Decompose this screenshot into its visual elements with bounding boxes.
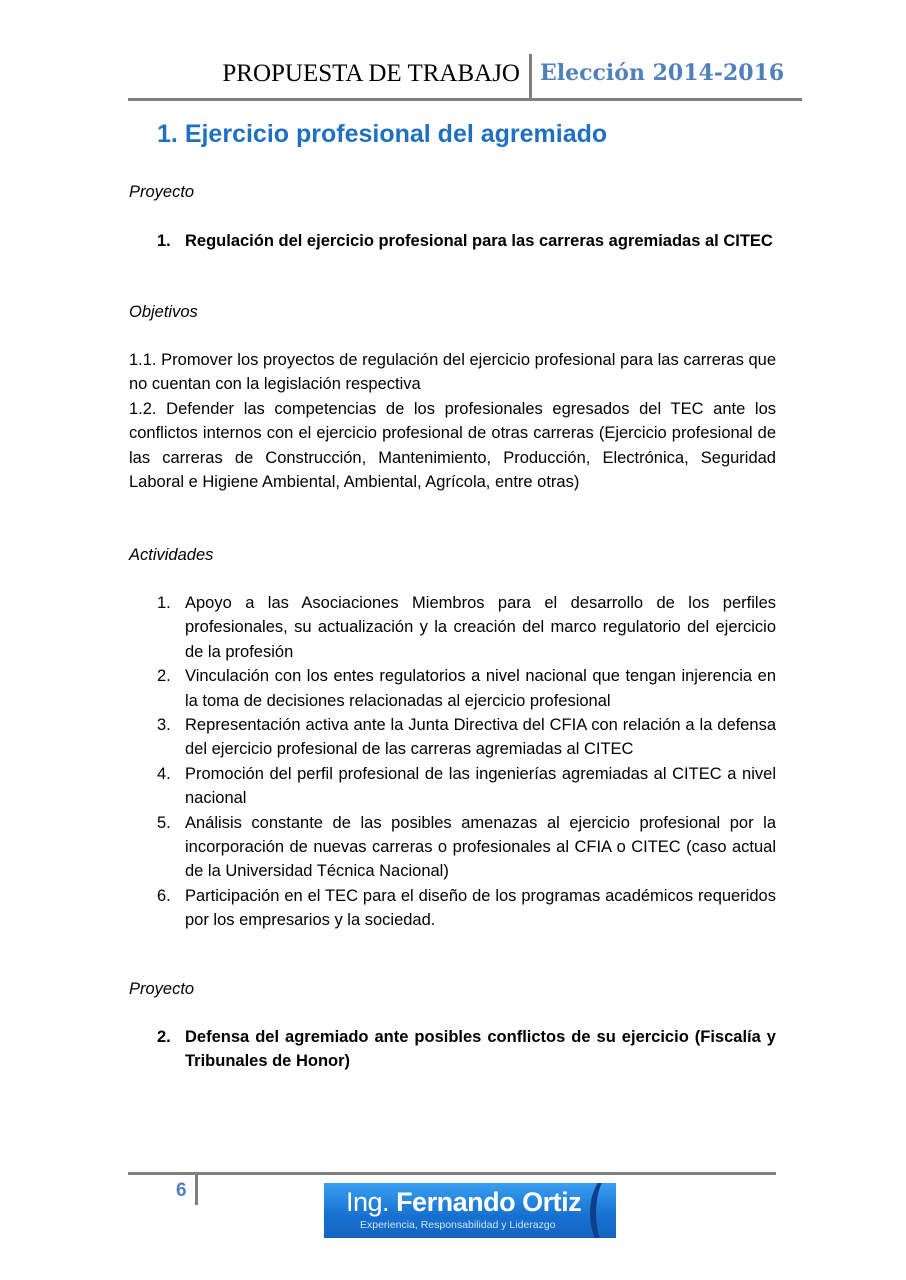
footer-rule [128, 1172, 776, 1175]
project1-title [129, 229, 776, 253]
section-heading [157, 120, 607, 149]
list-number: 3. [157, 716, 171, 735]
logo-name [346, 1187, 581, 1218]
list-number: 4. [157, 764, 171, 783]
activities-list [129, 591, 776, 933]
list-number: 1. [157, 594, 171, 612]
objective-1: 1.1. Promover los proyectos de regulación del ejercicio profesional para las carreras que no cuentan con la legislación respectiva [129, 351, 776, 394]
list-item [129, 664, 776, 713]
list-text: Regulación del ejercicio profesional para las carreras agremiadas al CITEC [185, 232, 773, 250]
list-text: Representación activa ante la Junta Directiva del CFIA con relación a la defensa del ejercicio profesional de las carreras agremiadas al CITEC [185, 716, 776, 759]
list-text: Vinculación con los entes regulatorios a nivel nacional que tengan injerencia en la toma de decisiones relacionadas al ejercicio profesional [185, 667, 776, 710]
header-title: PROPUESTA DE TRABAJO [222, 60, 520, 87]
list-item [129, 713, 776, 762]
list-text: Promoción del perfil profesional de las ingenierías agremiadas al CITEC a nivel nacional [185, 764, 776, 808]
footer-divider [195, 1175, 198, 1205]
project2-title [129, 1025, 776, 1074]
logo-prefix: Ing. [346, 1187, 390, 1217]
activities-label: Actividades [129, 546, 214, 564]
project2-list [129, 1025, 776, 1074]
header-divider [529, 54, 532, 98]
list-text: Participación en el TEC para el diseño de los programas académicos requeridos por los empresarios y la sociedad. [185, 886, 776, 930]
list-text: Apoyo a las Asociaciones Miembros para el desarrollo de los perfiles profesionales, su actualización y la creación del marco regulatorio del ejercicio de la profesión [185, 594, 776, 661]
list-number: 6. [157, 886, 171, 905]
list-number: 2. [157, 667, 171, 686]
objectives-label: Objetivos [129, 303, 198, 321]
project1-list [129, 229, 776, 253]
list-item [129, 762, 776, 811]
candidate-logo [324, 1183, 616, 1238]
list-item [129, 884, 776, 933]
list-text: Defensa del agremiado ante posibles conflictos de su ejercicio (Fiscalía y Tribunales de Honor) [185, 1028, 776, 1071]
list-number: 5. [157, 813, 171, 832]
section-number: 1. [157, 120, 178, 148]
logo-tagline: Experiencia, Responsabilidad y Liderazgo [360, 1219, 556, 1231]
page-header [128, 58, 802, 101]
list-item [129, 591, 776, 664]
objective-2: 1.2. Defender las competencias de los profesionales egresados del TEC ante los conflictos internos con el ejercicio profesional de otras carreras (Ejercicio profesional de las carreras de Construcción, Mantenimiento, Producción, Electrónica, Seguridad Laboral e Higiene Ambiental, Ambiental, Agrícola, entre otras) [129, 400, 776, 492]
section-title: Ejercicio profesional del agremiado [184, 120, 608, 148]
list-number: 2. [157, 1028, 171, 1046]
header-election: Elección 2014-2016 [540, 60, 785, 86]
list-text: Análisis constante de las posibles amenazas al ejercicio profesional por la incorporación de nuevas carreras o profesionales al CFIA o CITEC (caso actual de la Universidad Técnica Nacional) [185, 813, 776, 881]
list-number: 1. [157, 232, 171, 250]
page-number: 6 [176, 1180, 187, 1201]
list-item [129, 811, 776, 884]
logo-swoosh [590, 1183, 616, 1238]
logo-name-bold: Fernando Ortiz [396, 1187, 582, 1217]
project2-label: Proyecto [129, 980, 195, 998]
project1-label: Proyecto [129, 183, 195, 201]
